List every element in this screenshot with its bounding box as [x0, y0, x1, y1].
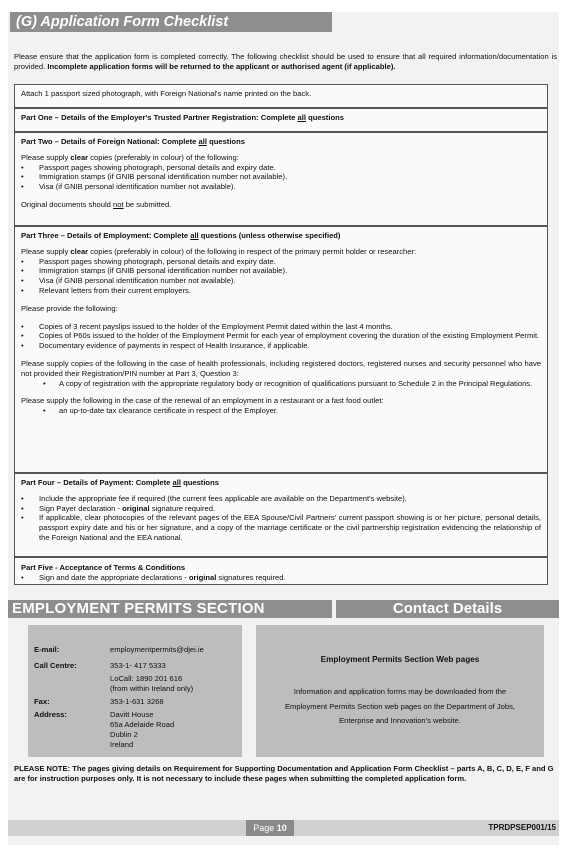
part-five-heading: Part Five - Acceptance of Terms & Conditions — [21, 563, 186, 572]
list-item: • Visa (if GNIB personal identification number not available). — [21, 182, 541, 192]
checklist-photo-box — [14, 84, 548, 108]
address-line: Davitt House — [110, 710, 154, 719]
page-number-badge — [246, 820, 294, 836]
address-line: Ireland — [110, 740, 134, 749]
intro-warning: Incomplete application forms will be returned to the applicant or authorised agent (if applicable). — [47, 61, 396, 71]
section-title: (G) Application Form Checklist — [10, 12, 332, 32]
web-pages-title: Employment Permits Section Web pages — [320, 655, 480, 664]
page-label: Page — [253, 823, 275, 833]
list-item: • A copy of registration with the appropriate regulatory body or recognition of qualifications pursuant to Schedule 2 in the Principal Regulations. — [21, 379, 541, 389]
locall-value: LoCall: 1890 201 616 — [110, 674, 183, 683]
list-item: • If applicable, clear photocopies of the relevant pages of the EEA Spouse/Civil Partners' current passport showing is or her picture, personal details, passport expiry date and his or her signature, and a copy of the marriage certificate or the civil partnership registration evidencing the relationship of the Foreign National and the EEA national. — [21, 513, 541, 542]
please-note: PLEASE NOTE: The pages giving details on Requirement for Supporting Documentation and Application Form Checklist – parts A, B, C, D, E, F and G are for instruction purposes only. It is not necessary to include these pages when submitting the completed application form. — [14, 764, 554, 783]
intro-text: Please ensure that the application form is completed correctly. The following checklist should be used to ensure that all required information/documentation is provided. — [14, 52, 557, 71]
checklist-part-four — [14, 473, 548, 557]
checklist-part-three — [14, 226, 548, 473]
checklist-part-two — [14, 132, 548, 226]
list-item: • Visa (if GNIB personal identification number not available). — [21, 276, 541, 286]
list-item: • Passport pages showing photograph, personal details and expiry date. — [21, 257, 541, 267]
fax-label: Fax: — [34, 697, 50, 706]
list-item: • Sign Payer declaration - original signature required. — [21, 504, 541, 514]
part-two-original-note: Original documents should not be submitted. — [21, 199, 172, 209]
list-item: • Immigration stamps (if GNIB personal identification number not available). — [21, 266, 541, 276]
address-label: Address: — [34, 710, 67, 719]
part-two-heading: Part Two – Details of Foreign National: Complete all questions — [21, 137, 245, 146]
part-three-list — [21, 257, 541, 296]
list-item: • Documentary evidence of payments in respect of Health Insurance, if applicable. — [21, 341, 541, 351]
part-three-provide-list — [21, 322, 541, 351]
part-two-list — [21, 163, 541, 192]
part-five-list — [21, 573, 541, 583]
web-line: Employment Permits Section web pages on the Department of Jobs, — [284, 701, 516, 711]
document-reference: TPRDPSEP001/15 — [488, 823, 556, 832]
part-three-supply: Please supply clear copies (preferably in colour) of the following in respect of the primary permit holder or researcher: — [21, 246, 417, 256]
part-three-health-text: Please supply copies of the following in the case of health professionals, including registered doctors, registered nurses and security personnel who have not provided their Registration/PIN number at Part 3, Question 3: — [21, 358, 541, 378]
list-item: • Sign and date the appropriate declarations - original signatures required. — [21, 573, 541, 583]
checklist-part-one — [14, 108, 548, 132]
photo-instruction: Attach 1 passport sized photograph, with Foreign National's name printed on the back. — [21, 89, 312, 98]
email-value[interactable]: employmentpermits@djei.ie — [110, 645, 204, 654]
page-number: 10 — [276, 823, 287, 833]
web-line: Enterprise and Innovation's website. — [339, 716, 461, 725]
locall-note: (from within Ireland only) — [110, 684, 194, 693]
web-pages-box — [256, 625, 544, 757]
list-item: • Passport pages showing photograph, personal details and expiry date. — [21, 163, 541, 173]
list-item: • Immigration stamps (if GNIB personal identification number not available). — [21, 172, 541, 182]
contact-box — [28, 625, 242, 757]
address-line: 65a Adelaide Road — [110, 720, 175, 729]
contact-details-band: Contact Details — [336, 600, 559, 618]
email-label: E-mail: — [34, 645, 60, 654]
intro-paragraph — [14, 52, 557, 71]
web-line: Information and application forms may be downloaded from the — [293, 687, 507, 696]
list-item: • Copies of P60s issued to the holder of the Employment Permit for each year of employment covering the duration of the existing Employment Permit. — [21, 331, 541, 341]
part-three-health-list — [21, 379, 541, 389]
part-three-renewal-list — [21, 406, 541, 416]
web-pages-text — [270, 685, 530, 729]
part-three-provide: Please provide the following: — [21, 303, 118, 313]
part-three-heading: Part Three – Details of Employment: Complete all questions (unless otherwise specified) — [21, 231, 341, 240]
part-two-supply: Please supply clear copies (preferably in colour) of the following: — [21, 152, 239, 162]
call-centre-label: Call Centre: — [34, 661, 77, 670]
part-four-list — [21, 494, 541, 543]
employment-permits-section-band: EMPLOYMENT PERMITS SECTION — [8, 600, 332, 618]
call-centre-value: 353-1- 417 5333 — [110, 661, 166, 670]
part-four-heading: Part Four – Details of Payment: Complete all questions — [21, 478, 219, 487]
list-item: • Include the appropriate fee if required (the current fees applicable are available on the Department's website). — [21, 494, 541, 504]
checklist-part-five — [14, 557, 548, 585]
part-one-heading: Part One – Details of the Employer's Trusted Partner Registration: Complete all questions — [21, 113, 344, 122]
list-item: • Copies of 3 recent payslips issued to the holder of the Employment Permit dated within the last 4 months. — [21, 322, 541, 332]
list-item: • Relevant letters from their current employers. — [21, 286, 541, 296]
part-three-renewal-text: Please supply the following in the case of the renewal of an employment in a restaurant or a fast food outlet: — [21, 396, 384, 406]
list-item: • an up-to-date tax clearance certificate in respect of the Employer. — [21, 406, 541, 416]
fax-value: 353-1-631 3268 — [110, 697, 164, 706]
address-line: Dublin 2 — [110, 730, 138, 739]
